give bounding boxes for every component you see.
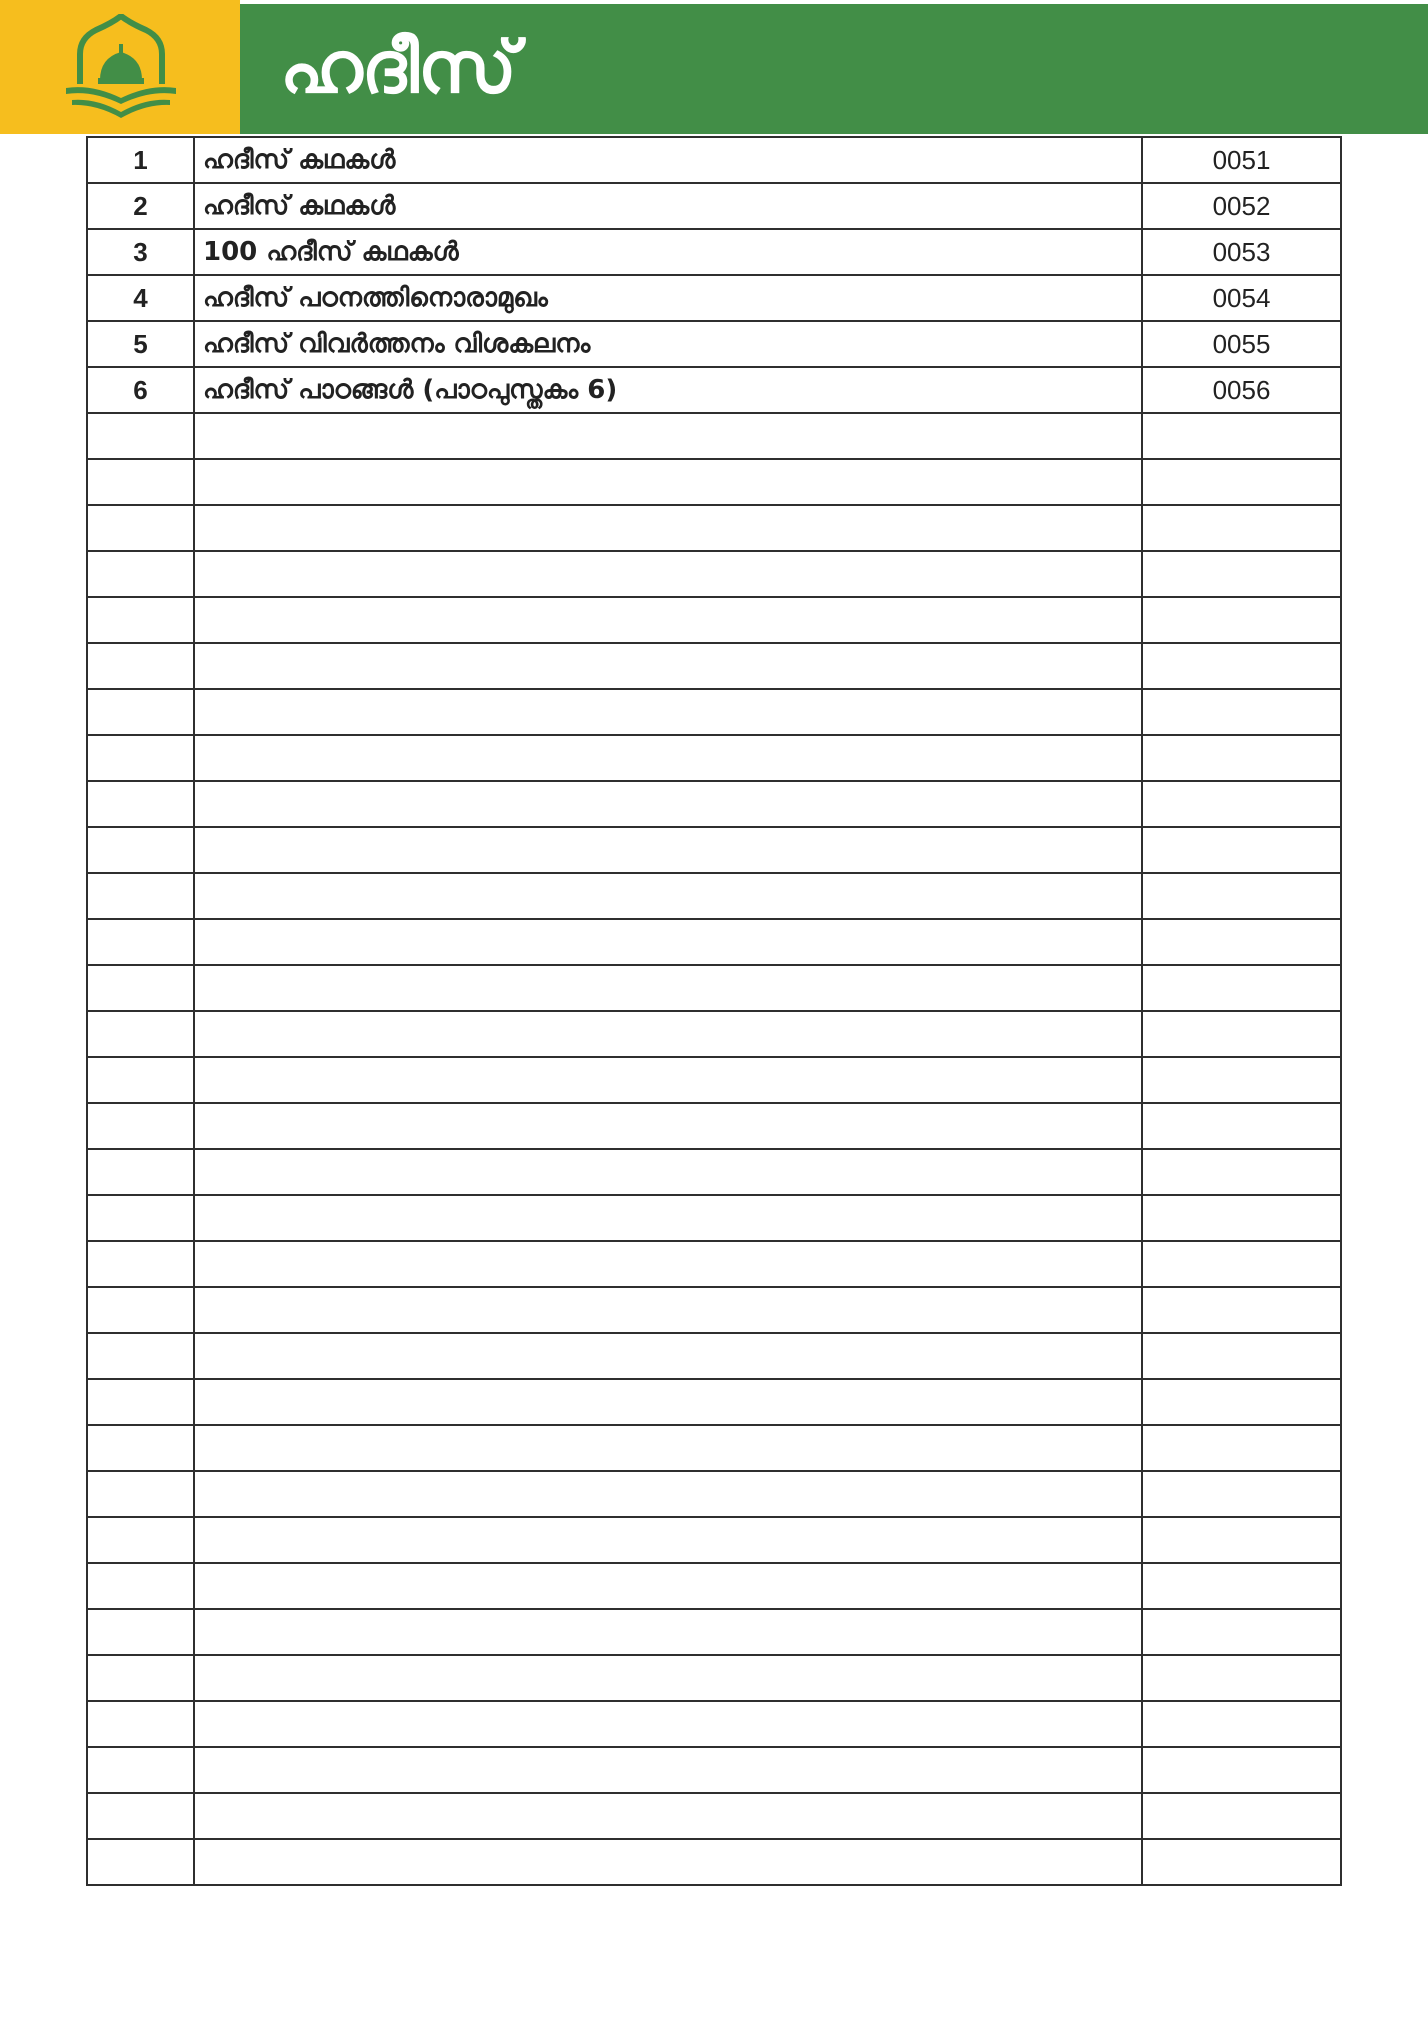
table-row [87,1655,1341,1701]
book-code [1142,1149,1341,1195]
book-code [1142,965,1341,1011]
row-number [87,1241,194,1287]
row-number [87,643,194,689]
book-title: 100 ഹദീസ് കഥകൾ [194,229,1142,275]
book-title [194,413,1142,459]
book-code [1142,1471,1341,1517]
book-title: ഹദീസ് പഠനത്തിനൊരാമുഖം [194,275,1142,321]
book-title: ഹദീസ് പാഠങ്ങൾ (പാഠപുസ്തകം 6) [194,367,1142,413]
book-list-table [86,136,1342,1886]
table-row [87,321,1341,367]
table-row [87,735,1341,781]
book-title: ഹദീസ് കഥകൾ [194,183,1142,229]
logo-panel [0,0,240,134]
book-code [1142,1333,1341,1379]
table-row [87,1793,1341,1839]
book-code [1142,505,1341,551]
book-title: ഹദീസ് കഥകൾ [194,137,1142,183]
book-code: 0055 [1142,321,1341,367]
row-number [87,1609,194,1655]
page-header [0,0,1428,134]
book-title [194,873,1142,919]
title-bar [240,4,1428,134]
book-title [194,1287,1142,1333]
row-number [87,505,194,551]
table-body [87,137,1341,1885]
book-code [1142,643,1341,689]
book-code [1142,689,1341,735]
book-title [194,1011,1142,1057]
row-number [87,1195,194,1241]
book-title [194,1425,1142,1471]
book-code [1142,1287,1341,1333]
table-row [87,873,1341,919]
row-number [87,459,194,505]
table-row [87,689,1341,735]
table-row [87,1103,1341,1149]
book-title [194,459,1142,505]
row-number: 4 [87,275,194,321]
row-number [87,735,194,781]
table-row [87,827,1341,873]
table-row [87,1425,1341,1471]
book-title [194,735,1142,781]
table-row [87,183,1341,229]
table-row [87,413,1341,459]
row-number [87,1655,194,1701]
row-number [87,1333,194,1379]
book-code [1142,781,1341,827]
row-number [87,1057,194,1103]
row-number [87,919,194,965]
book-title [194,827,1142,873]
book-code: 0053 [1142,229,1341,275]
row-number [87,413,194,459]
table-row [87,459,1341,505]
book-title [194,965,1142,1011]
mosque-book-icon [62,14,180,124]
book-title [194,1747,1142,1793]
book-code [1142,1241,1341,1287]
row-number [87,1011,194,1057]
book-code [1142,597,1341,643]
row-number [87,597,194,643]
book-title [194,919,1142,965]
row-number: 6 [87,367,194,413]
table-row [87,1517,1341,1563]
row-number: 2 [87,183,194,229]
table-row [87,229,1341,275]
row-number [87,1839,194,1885]
book-title [194,1701,1142,1747]
book-title [194,1149,1142,1195]
row-number [87,1471,194,1517]
row-number [87,1793,194,1839]
book-title [194,1195,1142,1241]
table-row [87,1471,1341,1517]
table-row [87,367,1341,413]
row-number: 3 [87,229,194,275]
book-title [194,1609,1142,1655]
book-code [1142,873,1341,919]
table-row [87,1379,1341,1425]
book-title [194,781,1142,827]
book-title [194,597,1142,643]
page-title: ഹദീസ് [280,25,516,109]
book-title [194,505,1142,551]
book-code [1142,1839,1341,1885]
table-row [87,1241,1341,1287]
book-title: ഹദീസ് വിവർത്തനം വിശകലനം [194,321,1142,367]
row-number [87,1563,194,1609]
book-title [194,1379,1142,1425]
book-code [1142,919,1341,965]
book-code [1142,1563,1341,1609]
book-code [1142,1103,1341,1149]
row-number: 1 [87,137,194,183]
book-code [1142,551,1341,597]
book-code [1142,413,1341,459]
book-code [1142,1379,1341,1425]
book-title [194,1517,1142,1563]
row-number [87,873,194,919]
row-number [87,689,194,735]
book-title [194,1333,1142,1379]
table-row [87,1057,1341,1103]
row-number [87,1747,194,1793]
book-title [194,1655,1142,1701]
book-code [1142,827,1341,873]
book-code [1142,459,1341,505]
row-number [87,1149,194,1195]
table-row [87,275,1341,321]
table-row [87,1563,1341,1609]
table-row [87,1333,1341,1379]
book-title [194,1839,1142,1885]
row-number [87,551,194,597]
table-row [87,643,1341,689]
row-number: 5 [87,321,194,367]
table-row [87,1701,1341,1747]
book-code [1142,1793,1341,1839]
book-title [194,1793,1142,1839]
table-row [87,137,1341,183]
table-row [87,505,1341,551]
book-title [194,1103,1142,1149]
table-row [87,1149,1341,1195]
book-title [194,1563,1142,1609]
table-row [87,919,1341,965]
table-row [87,1747,1341,1793]
book-title [194,1057,1142,1103]
row-number [87,1517,194,1563]
book-code [1142,1425,1341,1471]
table-row [87,597,1341,643]
table-row [87,551,1341,597]
table-row [87,1839,1341,1885]
book-code [1142,1195,1341,1241]
book-code: 0051 [1142,137,1341,183]
book-title [194,643,1142,689]
row-number [87,1701,194,1747]
row-number [87,965,194,1011]
book-code [1142,1655,1341,1701]
book-code [1142,1701,1341,1747]
table-row [87,1195,1341,1241]
table-row [87,965,1341,1011]
row-number [87,1425,194,1471]
row-number [87,781,194,827]
table-row [87,1011,1341,1057]
book-code [1142,1057,1341,1103]
row-number [87,1379,194,1425]
book-code [1142,735,1341,781]
row-number [87,1103,194,1149]
table-row [87,1609,1341,1655]
book-code: 0056 [1142,367,1341,413]
row-number [87,827,194,873]
book-code: 0052 [1142,183,1341,229]
book-code [1142,1747,1341,1793]
book-code [1142,1517,1341,1563]
book-code [1142,1011,1341,1057]
book-title [194,551,1142,597]
book-title [194,1471,1142,1517]
book-code: 0054 [1142,275,1341,321]
book-title [194,689,1142,735]
book-code [1142,1609,1341,1655]
table-row [87,1287,1341,1333]
row-number [87,1287,194,1333]
book-title [194,1241,1142,1287]
table-row [87,781,1341,827]
